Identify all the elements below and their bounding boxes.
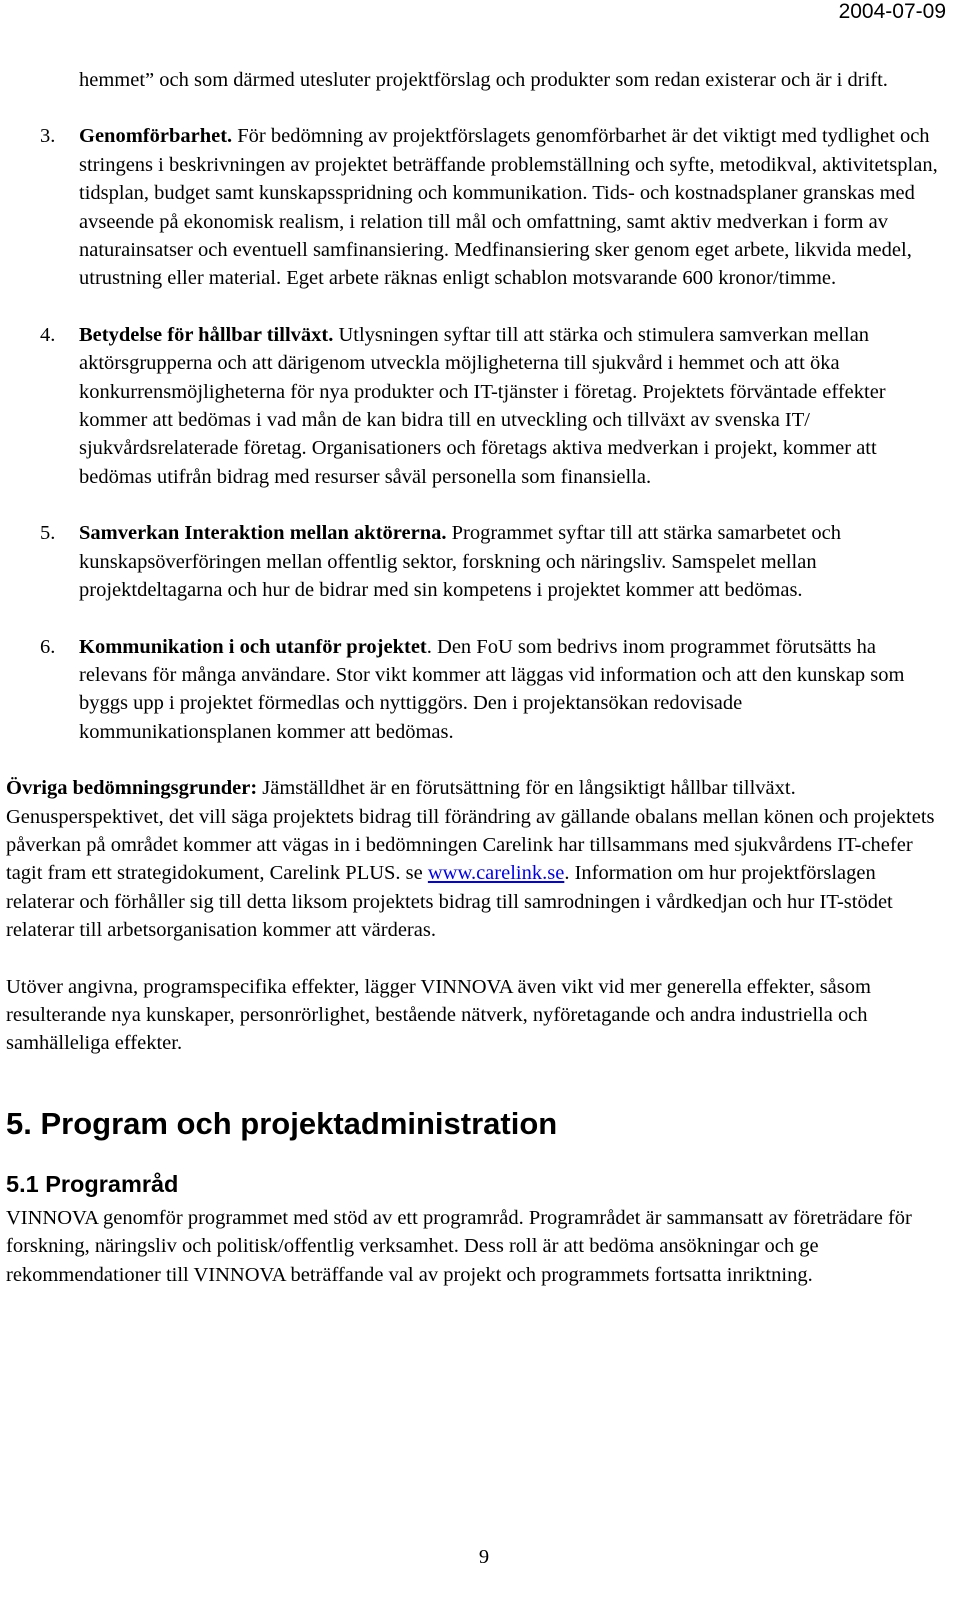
ovriga-title: Övriga bedömningsgrunder: [6, 777, 258, 800]
criterion-title: Genomförbarhet. [79, 125, 233, 148]
criterion-title: Kommunikation i och utanför projektet [79, 635, 427, 658]
criterion-samverkan [40, 519, 939, 604]
criterion-text: Utlysningen syftar till att stärka och stimulera samverkan mellan aktörsgrupperna och att därigenom utveckla möjligheterna till sjukvård i hemmet och att öka konkurrensmöjligheterna för nya produkter och IT-tjänster i företag. Projektets förväntade effekter kommer att bedömas i vad mån de kan bidra till en utveckling och tillväxt av svenska IT/ sjukvårdsrelaterade företag. Organisationers och företags aktiva medverkan i projekt, kommer att bedömas utifrån bidrag med resurser såväl personella som finansiella. [79, 323, 886, 488]
assessment-criteria-list [0, 122, 960, 746]
ovriga-paragraph [6, 774, 946, 944]
criterion-hallbar-tillvaxt [40, 321, 939, 491]
criterion-kommunikation [40, 633, 939, 747]
ovriga-text-continued: . Information om hur projektförslagen relaterar och förhåller sig till detta liksom projektets bidrag till samrodningen i vårdkedjan och hur IT-stödet relaterar till arbetsorganisation kommer att värderas. [6, 862, 893, 942]
criterion-text: Programmet syftar till att stärka samarbetet och kunskapsöverföringen mellan offentlig sektor, forskning och näringsliv. Samspelet mellan projektdeltagarna och hur de bidrar med sin kompetens i projektet kommer att bedömas. [79, 522, 841, 602]
intro-continuation: hemmet” och som därmed utesluter projektförslag och produkter som redan existerar och är i drift. [79, 69, 888, 91]
criterion-text: . Den FoU som bedrivs inom programmet förutsätts ha relevans för många användare. Stor vikt kommer att läggas vid information och att den kunskap som byggs upp i projektet förmedlas och nyttiggörs. Den i projektansökan redovisade kommunikationsplanen kommer att bedömas. [79, 635, 905, 743]
section-heading: 5. Program och projektadministration [6, 1105, 558, 1141]
header-date: 2004-07-09 [838, 0, 946, 23]
criterion-genomforbarhet [40, 122, 939, 292]
carelink-link[interactable]: www.carelink.se [427, 862, 565, 885]
effects-paragraph: Utöver angivna, programspecifika effekter, lägger VINNOVA även vikt vid mer generella effekter, såsom resulterande nya kunskaper, personrörlighet, bestående nätverk, nyföretagande och andra industriella och samhälleliga effekter. [6, 975, 871, 1055]
ovriga-text: Jämställdhet är en förutsättning för en långsiktigt hållbar tillväxt. Genusperspektivet, det vill säga projektets bidrag till förändring av gällande obalans mellan könen och projektets påverkan på området kommer att vägas in i bedömningen Carelink har tillsammans med sjukvårdens IT-chefer tagit fram ett strategidokument, Carelink PLUS. se [6, 777, 935, 885]
criterion-number: 6. [40, 635, 56, 658]
programrad-paragraph: VINNOVA genomför programmet med stöd av ett programråd. Programrådet är sammansatt av företrädare för forskning, näringsliv och politisk/offentlig verksamhet. Dess roll är att bedöma ansökningar och ge rekommendationer till VINNOVA beträffande val av projekt och programmets fortsatta inriktning. [6, 1206, 912, 1286]
criterion-text: För bedömning av projektförslagets genomförbarhet är det viktigt med tydlighet och stringens i beskrivningen av projektet beträffande problemställning och syfte, metodikval, aktivitetsplan, tidsplan, budget samt kunskapsspridning och kommunikation. Tids- och kostnadsplaner granskas med avseende på ekonomisk realism, i relation till mål och omfattning, samt aktiv medverkan i form av naturainsatser och eventuell samfinansiering. Medfinansiering sker genom eget arbete, likvida medel, utrustning eller material. Eget arbete räknas enligt schablon motsvarande 600 kronor/timme. [79, 125, 938, 290]
criterion-title: Samverkan Interaktion mellan aktörerna. [79, 522, 447, 545]
subsection-heading: 5.1 Programråd [6, 1170, 179, 1197]
page-number: 9 [478, 1546, 490, 1568]
criterion-number: 4. [40, 323, 56, 346]
criterion-number: 3. [40, 125, 56, 148]
criterion-number: 5. [40, 522, 56, 545]
criterion-title: Betydelse för hållbar tillväxt. [79, 323, 334, 346]
document-body [0, 66, 960, 1289]
